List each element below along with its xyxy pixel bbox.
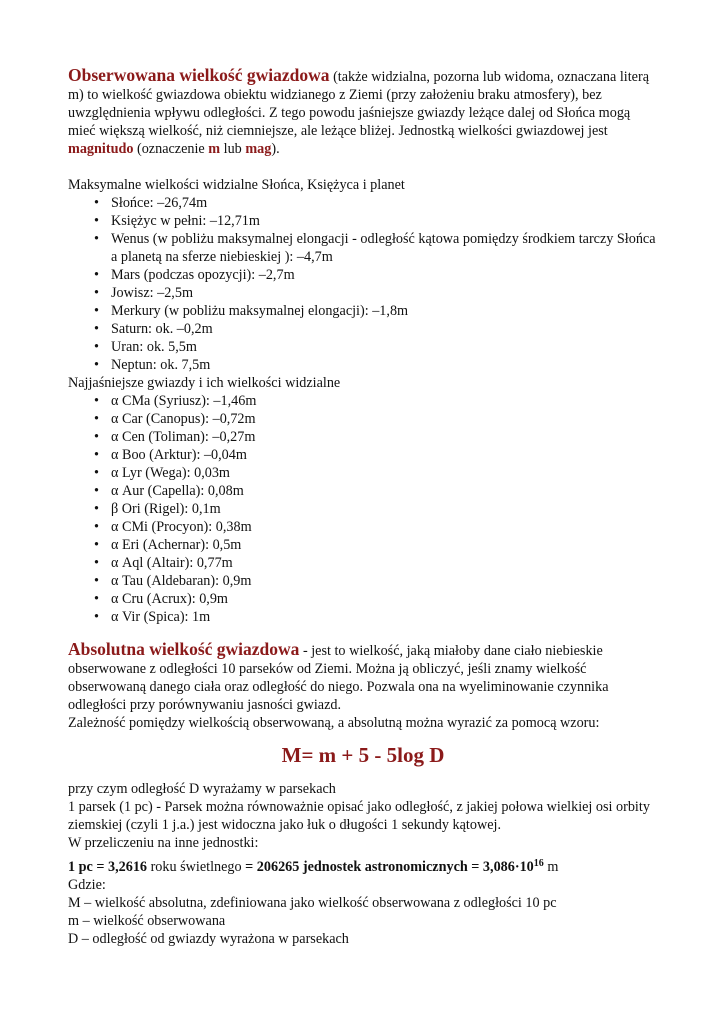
legend-absolute: M – wielkość absolutna, zdefiniowana jako wielkość obserwowana z odległości 10 pc: [68, 895, 557, 911]
magnitude-formula: M= m + 5 - 5log D: [281, 743, 445, 767]
absolute-relation-text: Zależność pomiędzy wielkością obserwowaną, a absolutną można wyrazić za pomocą wzoru:: [68, 715, 600, 731]
list-item: • Wenus (w pobliżu maksymalnej elongacji - odległość kątowa pomiędzy środkiem tarczy Słońca a planetą na sferze niebieskiej ): –4,7m: [94, 230, 658, 266]
stars-list: [68, 392, 658, 626]
observed-text-b: (oznaczenie: [133, 141, 209, 157]
observed-text-a: (także widzialna, pozorna lub widoma, oznaczana literą m) to wielkość gwiazdowa obiektu widzianego z Ziemi (przy założeniu braku atmosfery), bez uwzględnienia wpływu odległości. Z tego powodu jaśniejsze gwiazdy leżące dalej od Słońca mogą mieć większą wielkość, niż ciemniejsze, ale leżące bliżej. Jednostką wielkości gwiazdowej jest: [68, 69, 649, 139]
observed-text-c: lub: [220, 141, 246, 157]
list-item: • α Vir (Spica): 1m: [94, 608, 658, 626]
list-item: • Merkury (w pobliżu maksymalnej elongacji): –1,8m: [94, 302, 658, 320]
list-item: • Saturn: ok. –0,2m: [94, 320, 658, 338]
list-item: • α Cen (Toliman): –0,27m: [94, 428, 658, 446]
legend-where: Gdzie:: [68, 877, 106, 893]
list-item: • Słońce: –26,74m: [94, 194, 658, 212]
list-item: • Księżyc w pełni: –12,71m: [94, 212, 658, 230]
document-page: [68, 66, 658, 948]
list-item: • α Tau (Aldebaran): 0,9m: [94, 572, 658, 590]
list-item: • Neptun: ok. 7,5m: [94, 356, 658, 374]
distance-unit-note: przy czym odległość D wyrażamy w parsekach: [68, 781, 336, 797]
conversion-intro: W przeliczeniu na inne jednostki:: [68, 835, 259, 851]
conversion-part-4: m: [543, 859, 559, 875]
term-magnitudo: magnitudo: [68, 141, 134, 157]
legend-distance: D – odległość od gwiazdy wyrażona w parsekach: [68, 931, 349, 947]
list-item: • α Car (Canopus): –0,72m: [94, 410, 658, 428]
section-title-absolute: Absolutna wielkość gwiazdowa: [68, 639, 300, 659]
list-item: • Uran: ok. 5,5m: [94, 338, 658, 356]
list-item: • α Eri (Achernar): 0,5m: [94, 536, 658, 554]
section-absolute-paragraph: [68, 640, 658, 714]
list-item: • β Ori (Rigel): 0,1m: [94, 500, 658, 518]
list-item: • Jowisz: –2,5m: [94, 284, 658, 302]
list-item: • α Aur (Capella): 0,08m: [94, 482, 658, 500]
section-title-observed: Obserwowana wielkość gwiazdowa: [68, 65, 330, 85]
list-item: • Mars (podczas opozycji): –2,7m: [94, 266, 658, 284]
list-item: • α Aql (Altair): 0,77m: [94, 554, 658, 572]
section-observed-paragraph: [68, 66, 658, 158]
planets-list: [68, 194, 658, 374]
list-item: • α Lyr (Wega): 0,03m: [94, 464, 658, 482]
conversion-exponent: 16: [533, 858, 544, 869]
conversion-part-3: = 206265 jednostek astronomicznych = 3,086·10: [245, 859, 534, 875]
term-mag: mag: [245, 141, 272, 157]
list-item: • α CMa (Syriusz): –1,46m: [94, 392, 658, 410]
parsec-definition: 1 parsek (1 pc) - Parsek można równoważnie opisać jako odległość, z jakiej połowa wielkiej osi orbity ziemskiej (czyli 1 j.a.) jest widoczna jako łuk o długości 1 sekundy kątowej.: [68, 799, 650, 833]
conversion-part-2: roku świetlnego: [147, 859, 246, 875]
term-m: m: [208, 141, 221, 157]
observed-text-d: ).: [271, 141, 280, 157]
list-item: • α Cru (Acrux): 0,9m: [94, 590, 658, 608]
conversion-part-1: 1 pc = 3,2616: [68, 859, 148, 875]
legend-observed: m – wielkość obserwowana: [68, 913, 226, 929]
list-item: • α Boo (Arktur): –0,04m: [94, 446, 658, 464]
list-item: • α CMi (Procyon): 0,38m: [94, 518, 658, 536]
parsec-conversion: [68, 858, 658, 876]
planets-heading: Maksymalne wielkości widzialne Słońca, Księżyca i planet: [68, 177, 405, 193]
absolute-text-a: - jest to wielkość, jaką miałoby dane ciało niebieskie obserwowane z odległości 10 parseków od Ziemi. Można ją obliczyć, jeśli znamy wielkość obserwowaną danego ciała oraz odległość do niego. Pozwala ona na wyeliminowanie czynnika odległości przy porównywaniu jasności gwiazd.: [68, 643, 609, 713]
stars-heading: Najjaśniejsze gwiazdy i ich wielkości widzialne: [68, 375, 341, 391]
